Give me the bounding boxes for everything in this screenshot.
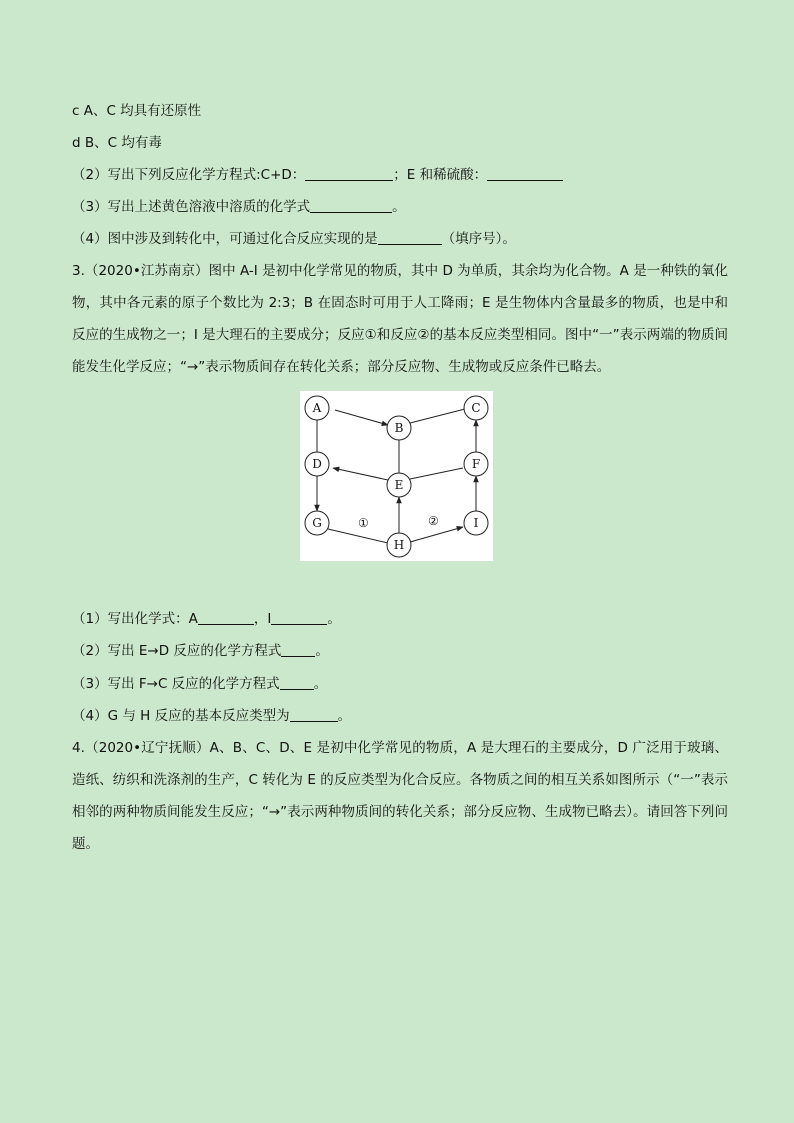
q3-sub-3-text-a: （3）写出 F→C 反应的化学方程式 bbox=[72, 676, 280, 692]
q3-sub-4-text-a: （4）G 与 H 反应的基本反应类型为 bbox=[72, 708, 290, 724]
q3-sub-3-text-b: 。 bbox=[313, 676, 328, 692]
q2-sub-3 bbox=[72, 197, 732, 217]
answer-blank-g-h-type[interactable] bbox=[290, 707, 338, 722]
answer-blank-solute[interactable] bbox=[310, 198, 392, 213]
q3-sub-4-text-b: 。 bbox=[337, 708, 352, 724]
node-g bbox=[305, 511, 329, 535]
edge-e-d bbox=[333, 468, 388, 480]
answer-blank-e-h2so4[interactable] bbox=[487, 166, 563, 181]
reaction-mark-1: ① bbox=[358, 516, 369, 530]
q3-sub-1-text-c: 。 bbox=[327, 611, 341, 627]
q3-sub-1-text-b: ，I bbox=[253, 611, 272, 627]
node-a-label: A bbox=[312, 401, 322, 415]
q3-sub-4 bbox=[72, 706, 732, 726]
q3-stem: 3.（2020•江苏南京）图中 A-I 是初中化学常见的物质，其中 D 为单质，其余均为化合物。A 是一种铁的氧化物，其中各元素的原子个数比为 2:3；B 在固态时可用于人工降雨；E 是生物体内含量最多的物质，也是中和反应的生成物之一；I 是大理石的主要成分；反应①和反应②的基本反应类型相同。图中“一”表示两端的物质间能发生化学反应；“→”表示物质间存在转化关系；部分反应物、生成物或反应条件已略去。 bbox=[72, 263, 728, 375]
answer-blank-i-formula[interactable] bbox=[271, 610, 327, 625]
q3-sub-1-text-a: （1）写出化学式：A bbox=[72, 611, 198, 627]
q3-relation-diagram bbox=[300, 391, 493, 561]
edge-a-b bbox=[335, 410, 388, 425]
node-c-label: C bbox=[471, 401, 481, 415]
node-d bbox=[305, 452, 329, 476]
answer-blank-e-to-d[interactable] bbox=[281, 642, 315, 657]
answer-blank-a-formula[interactable] bbox=[198, 610, 254, 625]
q3-sub-2 bbox=[72, 641, 732, 661]
edge-e-f bbox=[410, 468, 463, 479]
answer-blank-f-to-c[interactable] bbox=[280, 675, 314, 690]
q2-sub-2 bbox=[72, 165, 732, 185]
node-f bbox=[464, 452, 488, 476]
node-b-label: B bbox=[394, 421, 404, 435]
option-d: d B、C 均有毒 bbox=[72, 135, 162, 151]
q3-sub-3 bbox=[72, 674, 732, 694]
q2-sub-3-text-a: （3）写出上述黄色溶液中溶质的化学式 bbox=[72, 199, 311, 215]
q3-sub-2-text-a: （2）写出 E→D 反应的化学方程式 bbox=[72, 643, 282, 659]
answer-blank-combination[interactable] bbox=[378, 230, 442, 245]
answer-blank-cd[interactable] bbox=[305, 166, 393, 181]
node-b bbox=[387, 416, 411, 440]
node-g-label: G bbox=[312, 516, 322, 530]
q2-sub-2-text-b: ；E 和稀硫酸： bbox=[393, 167, 488, 183]
node-d-label: D bbox=[312, 457, 322, 471]
node-e-label: E bbox=[394, 478, 404, 492]
node-h-label: H bbox=[393, 538, 405, 552]
node-h bbox=[387, 533, 411, 557]
q3-sub-2-text-b: 。 bbox=[315, 643, 329, 659]
q2-sub-4 bbox=[72, 229, 732, 249]
q2-sub-4-text-a: （4）图中涉及到转化中，可通过化合反应实现的是 bbox=[72, 231, 378, 247]
reaction-mark-2: ② bbox=[428, 514, 439, 528]
q3-diagram-svg bbox=[300, 391, 493, 561]
q2-sub-3-text-b: 。 bbox=[392, 199, 406, 215]
q2-sub-4-text-b: （填序号）。 bbox=[441, 231, 516, 247]
node-e bbox=[387, 473, 411, 497]
node-i bbox=[464, 511, 488, 535]
q3-sub-1 bbox=[72, 609, 732, 629]
edge-b-c bbox=[410, 409, 465, 423]
edge-g-h bbox=[328, 529, 388, 543]
q4-stem: 4.（2020•辽宁抚顺）A、B、C、D、E 是初中化学常见的物质，A 是大理石的主要成分，D 广泛用于玻璃、造纸、纺织和洗涤剂的生产，C 转化为 E 的反应类型为化合反应。各物质之间的相互关系如图所示（“一”表示相邻的两种物质间能发生反应；“→”表示两种物质间的转化关系；部分反应物、生成物已略去）。请回答下列问题。 bbox=[72, 740, 728, 852]
edge-h-i bbox=[410, 527, 463, 542]
node-a bbox=[305, 396, 329, 420]
node-c bbox=[464, 396, 488, 420]
q2-sub-2-text-a: （2）写出下列反应化学方程式:C+D： bbox=[72, 167, 306, 183]
option-c: c A、C 均具有还原性 bbox=[72, 103, 202, 119]
node-i-label: I bbox=[473, 516, 479, 530]
node-f-label: F bbox=[471, 457, 481, 471]
